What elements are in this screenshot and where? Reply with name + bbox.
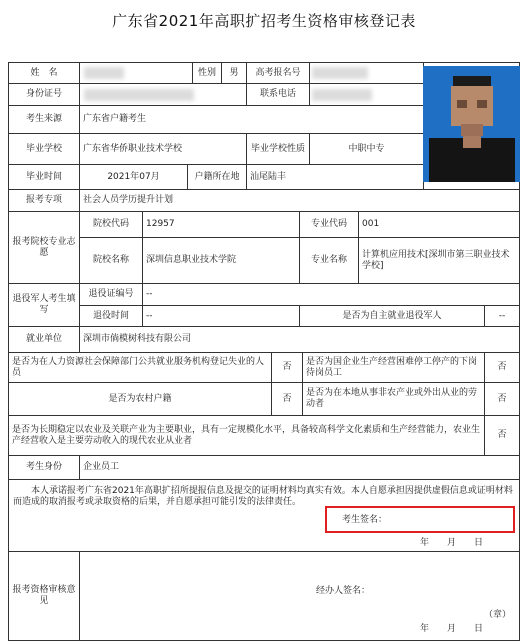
q5-label: 是否为长期稳定以农业及关联产业为主要职业，具有一定规模化水平，具备较高科学文化素质和生产经营能力，农业生产经营收入是主要劳动收入的现代农业从业者 — [8, 415, 485, 456]
retire-time-value: -- — [142, 305, 300, 327]
gender-value: 男 — [221, 62, 247, 84]
form-title: 广东省2021年高职扩招考生资格审核登记表 — [112, 12, 416, 30]
self-employed-vet-label: 是否为自主就业退役军人 — [299, 305, 485, 327]
q5-value: 否 — [484, 415, 520, 456]
gender-label: 性别 — [192, 62, 222, 84]
category-label: 报考专项 — [8, 189, 80, 212]
college-name-label: 院校名称 — [79, 237, 143, 284]
college-code-label: 院校代码 — [79, 211, 143, 238]
grad-time-value: 2021年07月 — [79, 164, 188, 190]
name-label: 姓 名 — [8, 62, 80, 84]
major-code-label: 专业代码 — [299, 211, 359, 238]
hukou-value: 汕尾陆丰 — [246, 164, 424, 190]
retire-time-label: 退役时间 — [79, 305, 143, 327]
signature-label: 考生签名： — [342, 515, 388, 525]
review-label: 报考资格审核意见 — [8, 551, 80, 641]
source-label: 考生来源 — [8, 105, 80, 134]
school-label: 毕业学校 — [8, 133, 80, 165]
student-photo — [423, 66, 520, 182]
veteran-no-value: -- — [142, 283, 520, 306]
id-no-label: 身份证号 — [8, 83, 80, 106]
redacted-exam-no — [312, 67, 368, 79]
date-line: 年 月 日 — [420, 538, 484, 548]
q4-label: 是否为在本地从事非农产业或外出从业的劳动者 — [302, 382, 485, 416]
q3-label: 是否为农村户籍 — [8, 382, 272, 416]
veteran-label: 退役军人考生填写 — [8, 283, 80, 327]
date-line-2: 年 月 日 — [420, 624, 484, 634]
q3-value: 否 — [271, 382, 303, 416]
q4-value: 否 — [484, 382, 520, 416]
choice-label: 报考院校专业志愿 — [8, 211, 80, 284]
name-value — [79, 62, 193, 84]
grad-time-label: 毕业时间 — [8, 164, 80, 190]
college-name-value: 深圳信息职业技术学院 — [142, 237, 300, 284]
veteran-no-label: 退役证编号 — [79, 283, 143, 306]
q1-label: 是否为在人力资源社会保障部门公共就业服务机构登记失业的人员 — [8, 352, 272, 383]
q2-value: 否 — [484, 352, 520, 383]
college-code-value: 12957 — [142, 211, 300, 238]
employer-label: 就业单位 — [8, 326, 80, 353]
employer-value: 深圳市倘模树科技有限公司 — [79, 326, 520, 353]
school-type-value: 中职中专 — [309, 133, 424, 165]
phone-value — [309, 83, 424, 106]
exam-no-label: 高考报名号 — [246, 62, 310, 84]
id-no-value — [79, 83, 247, 106]
redacted-phone — [312, 89, 372, 101]
major-name-value: 计算机应用技术[深圳市第三职业技术学校] — [358, 237, 520, 284]
phone-label: 联系电话 — [246, 83, 310, 106]
school-type-label: 毕业学校性质 — [246, 133, 310, 165]
seal-label: （章） — [484, 610, 512, 620]
redacted-name — [84, 67, 124, 79]
q1-value: 否 — [271, 352, 303, 383]
identity-label: 考生身份 — [8, 455, 80, 480]
handler-signature-label: 经办人签名： — [316, 586, 371, 596]
redacted-id-no — [84, 89, 194, 101]
school-value: 广东省华侨职业技术学校 — [79, 133, 247, 165]
identity-value: 企业员工 — [79, 455, 520, 480]
exam-no-value — [309, 62, 424, 84]
major-code-value: 001 — [358, 211, 520, 238]
declaration-text: 本人承诺报考广东省2021年高职扩招所提报信息及提交的证明材料均真实有效。本人自愿承担因提供虚假信息或证明材料而造成的取消报考或录取资格的后果，并自愿承担可能引发的法律责任。 — [13, 486, 513, 507]
hukou-label: 户籍所在地 — [187, 164, 247, 190]
self-employed-vet-value: -- — [484, 305, 520, 327]
q2-label: 是否为国企业生产经营困难停工停产的下岗待岗员工 — [302, 352, 485, 383]
major-name-label: 专业名称 — [299, 237, 359, 284]
source-value: 广东省户籍考生 — [79, 105, 424, 134]
category-value: 社会人员学历提升计划 — [79, 189, 520, 212]
